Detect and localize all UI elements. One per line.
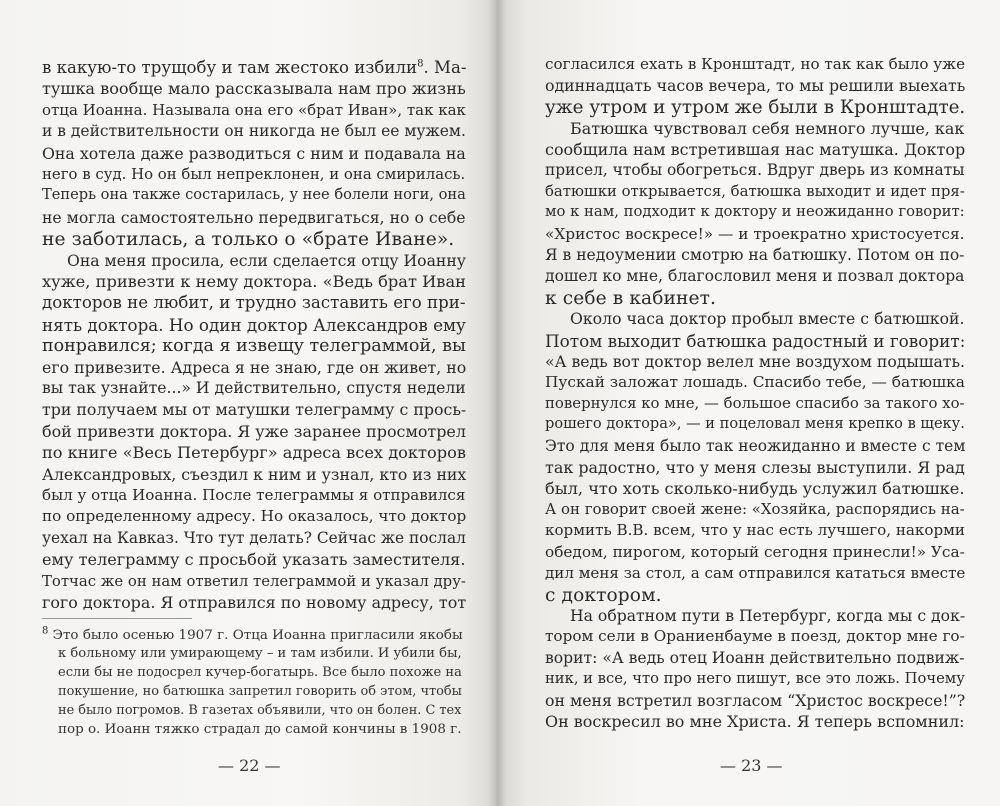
- text-line: дошел ко мне, благословил меня и позвал доктора: [545, 267, 965, 285]
- text-line: был у отца Иоанна. После телеграммы я отправился: [42, 486, 466, 504]
- text-line: обедом, пирогом, который сегодня принесли!» Уса-: [545, 542, 965, 561]
- page-number: — 23 —: [720, 756, 783, 775]
- text-line: «Христос воскресе!» — и троекратно христосуется.: [545, 224, 965, 243]
- text-line: он меня встретил возгласом “Христос воскресе!”?: [545, 691, 966, 710]
- right-page: [496, 0, 1000, 806]
- text-line: к себе в кабинет.: [545, 288, 717, 310]
- text-line: сообщила нам встретившая нас матушка. Доктор: [545, 139, 966, 159]
- text-line: одиннадцать часов вечера, то мы решили выехать: [545, 76, 966, 96]
- text-line: вы так узнайте...» И действительно, спустя недели: [42, 379, 466, 397]
- text-line: него в суд. Но он был непреклонен, и она смирилась.: [42, 165, 466, 183]
- text-line: гого доктора. Я отправился по новому адресу, тот: [42, 593, 467, 612]
- footnote-rule: [42, 618, 192, 619]
- text-line: Тотчас же он нам ответил телеграммой и указал дру-: [42, 571, 466, 590]
- left-page: [0, 0, 496, 806]
- footnote-line: к больному или умирающему – и там избили. И убили бы,: [58, 646, 462, 661]
- footnote-reference: 8: [417, 58, 424, 70]
- text-line: по книге «Весь Петербург» адреса всех докторов: [42, 443, 466, 463]
- footnote-line: $^8$ Это было осенью 1907 г. Отца Иоанна пригласили якобы: [42, 625, 463, 643]
- text-line: Она меня просила, если сделается отцу Иоанну: [67, 250, 466, 270]
- text-line: ник, и все, что про него пишут, все это ложь. Почему: [545, 669, 965, 687]
- text-line: в какую-то трущобу и там жестоко избили$^8$. Ма-: [42, 58, 467, 77]
- text-line: Я в недоумении смотрю на батюшку. Потом он по-: [545, 245, 965, 264]
- text-line: Около часа доктор пробыл вместе с батюшкой.: [570, 309, 965, 329]
- text-line: не могла самостоятельно передвигаться, но о себе: [42, 207, 466, 227]
- page-number: — 22 —: [218, 756, 281, 775]
- text-line: уже утром и утром же были в Кронштадте.: [545, 97, 966, 119]
- text-line: Она хотела даже разводиться с ним и подавала на: [42, 143, 466, 163]
- footnote-line: пор о. Иоанн тяжко страдал до самой кончины в 1908 г.: [58, 722, 462, 737]
- text-line: Он воскресил во мне Христа. Я теперь вспомнил:: [545, 712, 965, 732]
- text-line: повернулся ко мне, — большое спасибо за такого хо-: [545, 394, 965, 413]
- text-line: Теперь она также состарилась, у нее болели ноги, она: [42, 186, 466, 204]
- text-line: и в действительности он никогда не был ее мужем.: [42, 122, 466, 141]
- footnote-line: не было погромов. В газетах объявили, что он болен. С тех: [58, 703, 462, 718]
- text-line: ему телеграмму с просьбой указать заместителя.: [42, 550, 466, 570]
- text-line: «А ведь вот доктор велел мне воздухом подышать.: [545, 351, 965, 371]
- text-line: не заботилась, а только о «брате Иване».: [42, 229, 455, 251]
- text-line: дил меня за стол, а сам отправился кататься вместе: [545, 563, 966, 582]
- text-line: бой привезти доктора. Я уже заранее просмотрел: [42, 421, 466, 441]
- text-line: так радостно, что у меня слезы выступили. Я рад: [545, 457, 965, 477]
- footnote-marker: 8: [42, 625, 49, 637]
- text-line: батюшки открывается, батюшка выходит и идет пря-: [545, 182, 965, 201]
- text-line: рошего доктора», — и поцеловал меня крепко в щеку.: [545, 415, 965, 433]
- text-line: хуже, привезти к нему доктора. «Ведь брат Иван: [42, 272, 466, 291]
- text-line: А он говорит своей жене: «Хозяйка, распорядись на-: [545, 500, 965, 519]
- text-line: три получаем мы от матушки телеграмму с прось-: [42, 400, 467, 420]
- text-line: присел, чтобы обогреться. Вдруг дверь из комнаты: [545, 161, 965, 179]
- text-line: ворит: «А ведь отец Иоанн действительно подвиж-: [545, 648, 965, 667]
- text-line: На обратном пути в Петербург, когда мы с док-: [570, 606, 966, 626]
- text-line: мо к нам, подходит к доктору и неожиданно говорит:: [545, 203, 965, 221]
- text-line: докторов не любит, и трудно заставить его при-: [42, 293, 466, 313]
- text-line: с доктором.: [545, 585, 662, 606]
- text-line: понравился; когда я извещу телеграммой, вы: [42, 336, 466, 357]
- text-line: Потом выходит батюшка радостный и говорит:: [545, 330, 966, 351]
- text-line: согласился ехать в Кронштадт, но так как было уже: [545, 55, 966, 73]
- footnote-line: покушение, но батюшка запретил говорить об этом, чтобы: [58, 684, 462, 699]
- footnote-line: если бы не подосрел кучер-богатырь. Все было похоже на: [58, 665, 462, 680]
- book-gutter-shadow: [488, 0, 506, 806]
- text-line: по определенному адресу. Но оказалось, что доктор: [42, 507, 467, 526]
- text-line: уехал на Кавказ. Что тут делать? Сейчас же послал: [42, 528, 466, 547]
- text-line: его привезите. Адреса я не знаю, где он живет, но: [42, 357, 467, 377]
- text-line: тушка вообще мало рассказывала нам про жизнь: [42, 79, 466, 99]
- text-line: Батюшка чувствовал себя немного лучше, как: [570, 118, 965, 138]
- text-line: был, что хоть сколько-нибудь услужил батюшке.: [545, 479, 965, 498]
- text-line: Это для меня было так неожиданно и вместе с тем: [545, 436, 966, 455]
- text-line: кормить В.В. всем, что у нас есть лучшего, накорми: [545, 521, 966, 540]
- text-line: Пускай заложат лошадь. Спасибо тебе, — батюшка: [545, 373, 965, 391]
- text-line: тором сели в Ораниенбауме в поезд, доктор мне го-: [545, 627, 965, 646]
- text-line: отца Иоанна. Называла она его «брат Иван», так как: [42, 100, 466, 119]
- text-line: нять доктора. Но один доктор Александров ему: [42, 314, 466, 335]
- text-line: Александровых, съездил к ним и узнал, кто из них: [42, 464, 467, 484]
